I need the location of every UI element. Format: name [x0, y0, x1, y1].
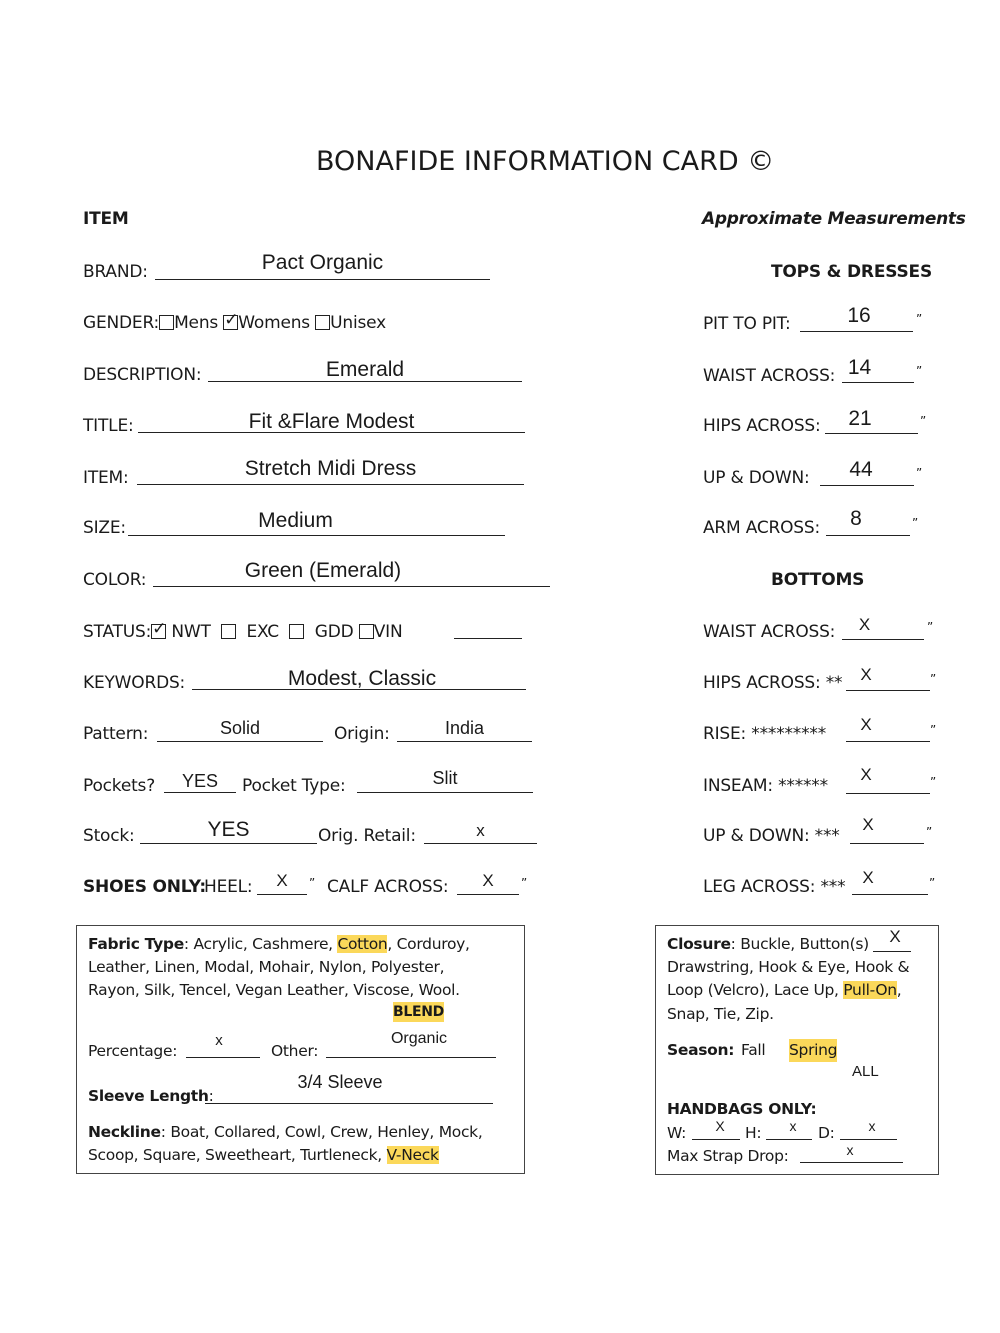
pattern-line	[157, 741, 323, 742]
tops-up-down-line	[820, 485, 914, 486]
tops-hips-value[interactable]: 21	[848, 407, 872, 430]
keywords-label: KEYWORDS:	[83, 673, 186, 693]
status-vin-checkbox[interactable]	[359, 624, 374, 639]
fabric-line-3: Rayon, Silk, Tencel, Vegan Leather, Viscose, Wool.	[88, 981, 460, 999]
item-label: ITEM:	[83, 468, 129, 488]
percentage-line	[186, 1057, 260, 1058]
sleeve-length-value[interactable]: 3/4 Sleeve	[297, 1072, 383, 1092]
stock-value[interactable]: YES	[207, 818, 250, 841]
arm-across-label: ARM ACROSS:	[703, 518, 821, 538]
other-label: Other:	[271, 1042, 319, 1060]
status-nwt-label: NWT	[171, 622, 211, 642]
leg-across-value[interactable]: X	[862, 868, 874, 887]
max-strap-drop-value[interactable]: x	[846, 1142, 854, 1158]
gender-womens-label: Womens	[238, 313, 310, 333]
status-exc-label: EXC	[246, 622, 279, 642]
tops-waist-label: WAIST ACROSS:	[703, 366, 836, 386]
max-strap-drop-label: Max Strap Drop:	[667, 1147, 789, 1165]
pockets-value[interactable]: YES	[181, 771, 219, 791]
color-line	[153, 586, 550, 587]
bottoms-waist-label: WAIST ACROSS:	[703, 622, 836, 642]
origin-line	[397, 741, 532, 742]
bottoms-up-down-line	[850, 843, 924, 844]
closure-options-c: ,	[896, 981, 902, 999]
item-value[interactable]: Stretch Midi Dress	[244, 457, 417, 480]
handbag-d-value[interactable]: x	[868, 1118, 876, 1134]
status-row	[83, 622, 403, 642]
inseam-label: INSEAM: ******	[703, 776, 828, 796]
closure-line-2: Drawstring, Hook & Eye, Hook &	[667, 958, 910, 976]
fabric-line-2: Leather, Linen, Modal, Mohair, Nylon, Polyester,	[88, 958, 445, 976]
fabric-cotton-selected: Cotton	[337, 935, 388, 953]
handbag-h-line	[766, 1139, 812, 1140]
handbag-d-label: D:	[818, 1124, 835, 1142]
gender-womens-checkbox[interactable]	[223, 315, 238, 330]
arm-across-inch: ”	[912, 516, 919, 530]
tops-hips-label: HIPS ACROSS:	[703, 416, 821, 436]
pit-to-pit-label: PIT TO PIT:	[703, 314, 791, 334]
closure-pull-on-selected: Pull-On	[843, 981, 897, 999]
orig-retail-line	[424, 843, 537, 844]
bottoms-hips-value[interactable]: X	[860, 665, 872, 684]
item-section-header: ITEM	[83, 209, 129, 229]
description-label: DESCRIPTION:	[83, 365, 202, 385]
tops-up-down-value[interactable]: 44	[849, 458, 873, 481]
arm-across-value[interactable]: 8	[850, 507, 862, 530]
pit-to-pit-inch: ”	[916, 312, 923, 326]
heel-value[interactable]: X	[276, 871, 288, 890]
rise-value[interactable]: X	[860, 715, 872, 734]
tops-hips-inch: ”	[920, 414, 927, 428]
heel-line	[257, 894, 307, 895]
bottoms-up-down-inch: ”	[926, 825, 933, 839]
sleeve-length-label: Sleeve Length:	[88, 1087, 214, 1105]
heel-label: HEEL:	[204, 877, 253, 897]
tops-waist-value[interactable]: 14	[847, 356, 872, 379]
closure-button-line	[873, 951, 911, 952]
title-value[interactable]: Fit &Flare Modest	[248, 410, 415, 433]
size-label: SIZE:	[83, 518, 126, 538]
origin-value[interactable]: India	[444, 718, 485, 738]
season-all-value[interactable]: ALL	[852, 1063, 879, 1080]
neckline-line-2	[88, 1144, 439, 1167]
calf-inch: ”	[521, 876, 528, 890]
blend-selected: BLEND	[393, 1004, 444, 1020]
size-value[interactable]: Medium	[258, 509, 333, 532]
leg-across-inch: ”	[929, 876, 936, 890]
stock-line	[140, 843, 317, 844]
inseam-inch: ”	[930, 775, 937, 789]
bottoms-hips-line	[846, 690, 930, 691]
handbags-only-label: HANDBAGS ONLY:	[667, 1100, 817, 1118]
orig-retail-label: Orig. Retail:	[318, 826, 416, 846]
tops-waist-inch: ”	[916, 364, 923, 378]
heel-inch: ”	[309, 876, 316, 890]
closure-options-a: : Buckle, Button(s)	[730, 935, 869, 953]
rise-label: RISE: *********	[703, 724, 826, 744]
pockets-line	[164, 792, 236, 793]
fabric-options-a: : Acrylic, Cashmere,	[183, 935, 338, 953]
tops-waist-line	[842, 382, 914, 383]
status-vin-label: VIN	[373, 622, 403, 642]
rise-line	[846, 741, 930, 742]
gender-unisex-label: Unisex	[330, 313, 386, 333]
neckline-vneck-selected: V-Neck	[386, 1146, 439, 1164]
max-strap-drop-line	[800, 1162, 903, 1163]
bottoms-waist-inch: ”	[927, 620, 934, 634]
card-title: BONAFIDE INFORMATION CARD ©	[316, 146, 775, 177]
leg-across-line	[852, 894, 928, 895]
fabric-line-1	[88, 933, 470, 956]
calf-across-label: CALF ACROSS:	[327, 877, 449, 897]
other-line	[326, 1057, 496, 1058]
description-value[interactable]: Emerald	[325, 358, 405, 381]
season-spring-selected: Spring	[789, 1039, 837, 1062]
fabric-options-b: , Corduroy,	[387, 935, 470, 953]
inseam-line	[846, 793, 930, 794]
tops-hips-line	[825, 433, 918, 434]
pocket-type-value[interactable]: Slit	[432, 768, 458, 788]
other-value[interactable]: Organic	[390, 1030, 448, 1047]
status-label: STATUS:	[83, 622, 152, 642]
gender-label: GENDER:	[83, 313, 160, 333]
bottoms-up-down-label: UP & DOWN: ***	[703, 826, 840, 846]
brand-line	[155, 279, 490, 280]
bottoms-waist-line	[842, 639, 924, 640]
orig-retail-value[interactable]: x	[476, 821, 485, 840]
pockets-label: Pockets?	[83, 776, 156, 796]
closure-line-4: Snap, Tie, Zip.	[667, 1005, 774, 1023]
shoes-only-label: SHOES ONLY:	[83, 877, 206, 897]
brand-label: BRAND:	[83, 262, 148, 282]
sleeve-length-text: Sleeve Length	[88, 1087, 209, 1105]
neckline-line-1	[88, 1121, 482, 1144]
title-label: TITLE:	[83, 416, 134, 436]
status-gdd-checkbox[interactable]	[289, 624, 304, 639]
status-exc-checkbox[interactable]	[221, 624, 236, 639]
season-label: Season:	[667, 1041, 735, 1059]
handbag-h-value[interactable]: x	[789, 1118, 797, 1134]
closure-button-value[interactable]: X	[889, 927, 901, 946]
fabric-type-label: Fabric Type	[88, 935, 184, 953]
pit-to-pit-line	[800, 331, 913, 332]
measurements-header: Approximate Measurements	[702, 209, 966, 229]
neckline-label: Neckline	[88, 1123, 161, 1141]
closure-line-1	[667, 933, 869, 956]
pattern-value[interactable]: Solid	[219, 718, 261, 738]
bottoms-hips-label: HIPS ACROSS: **	[703, 673, 843, 693]
percentage-label: Percentage:	[88, 1042, 178, 1060]
stock-label: Stock:	[83, 826, 135, 846]
closure-options-b: Loop (Velcro), Lace Up,	[667, 981, 844, 999]
handbag-d-line	[840, 1139, 897, 1140]
handbag-w-value[interactable]: X	[715, 1118, 725, 1134]
neckline-options-a: : Boat, Collared, Cowl, Crew, Henley, Mock,	[160, 1123, 483, 1141]
arm-across-line	[826, 535, 910, 536]
closure-label: Closure	[667, 935, 731, 953]
percentage-value[interactable]: x	[215, 1032, 223, 1049]
pattern-label: Pattern:	[83, 724, 149, 744]
status-gdd-label: GDD	[314, 622, 354, 642]
item-line	[137, 484, 524, 485]
color-value[interactable]: Green (Emerald)	[244, 559, 402, 582]
gender-unisex-checkbox[interactable]	[315, 315, 330, 330]
closure-line-3	[667, 979, 901, 1002]
handbag-w-line	[692, 1139, 740, 1140]
bottoms-hips-inch: ”	[930, 672, 937, 686]
origin-label: Origin:	[334, 724, 390, 744]
neckline-options-b: Scoop, Square, Sweetheart, Turtleneck,	[88, 1146, 387, 1164]
pocket-type-line	[357, 792, 533, 793]
status-nwt-checkbox[interactable]	[151, 624, 166, 639]
calf-value[interactable]: X	[482, 871, 494, 890]
bottoms-waist-value[interactable]: X	[858, 615, 871, 634]
status-other-line	[454, 638, 522, 639]
season-fall: Fall	[741, 1041, 766, 1059]
brand-value[interactable]: Pact Organic	[261, 251, 384, 274]
pit-to-pit-value[interactable]: 16	[847, 304, 871, 327]
gender-row	[83, 313, 386, 333]
handbag-w-label: W:	[667, 1124, 687, 1142]
keywords-value[interactable]: Modest, Classic	[287, 667, 437, 690]
gender-mens-label: Mens	[174, 313, 219, 333]
tops-up-down-inch: ”	[916, 466, 923, 480]
calf-line	[457, 894, 519, 895]
leg-across-label: LEG ACROSS: ***	[703, 877, 846, 897]
bottoms-up-down-value[interactable]: X	[862, 815, 874, 834]
tops-heading: TOPS & DRESSES	[771, 262, 933, 282]
pocket-type-label: Pocket Type:	[242, 776, 346, 796]
sleeve-length-line	[205, 1103, 493, 1104]
rise-inch: ”	[930, 723, 937, 737]
handbag-h-label: H:	[745, 1124, 762, 1142]
color-label: COLOR:	[83, 570, 147, 590]
tops-up-down-label: UP & DOWN:	[703, 468, 810, 488]
gender-mens-checkbox[interactable]	[159, 315, 174, 330]
bottoms-heading: BOTTOMS	[771, 570, 865, 590]
inseam-value[interactable]: X	[860, 765, 872, 784]
size-line	[128, 535, 505, 536]
